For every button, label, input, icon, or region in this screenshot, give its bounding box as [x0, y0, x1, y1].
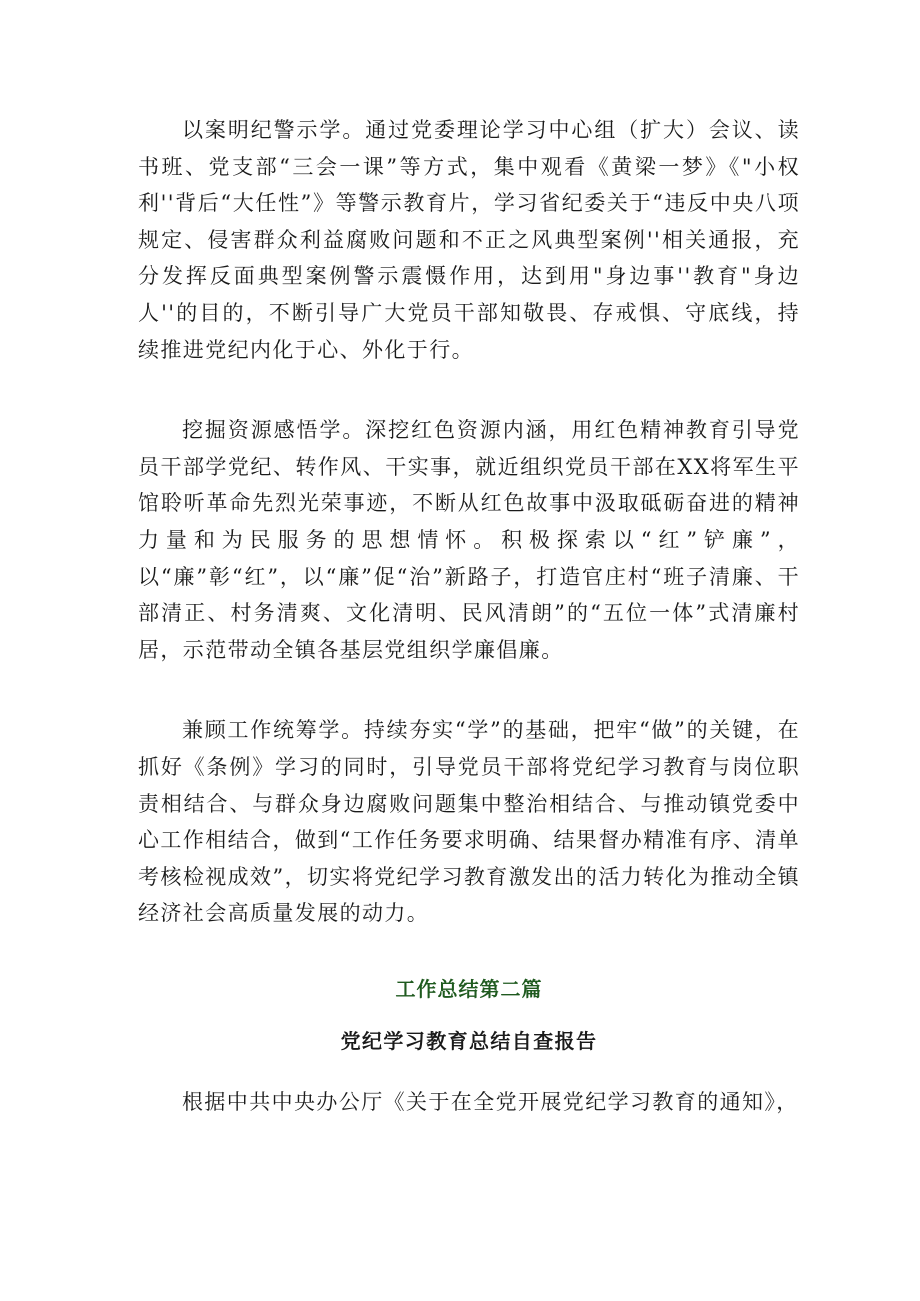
- document-page: [138, 112, 800, 1120]
- paragraph-intro: 根据中共中央办公厅《关于在全党开展党纪学习教育的通知》，: [182, 1089, 799, 1114]
- paragraph-work-coordination: 兼顾工作统筹学。持续夯实“学”的基础，把牢“做”的关键，在抓好《条例》学习的同时，引导党员干部将党纪学习教育与岗位职责相结合、与群众身边腐败问题集中整治相结合、与推动镇党委中心工作相结合，做到“工作任务要求明确、结果督办精准有序、清单考核检视成效”，切实将党纪学习教育激发出的活力转化为推动全镇经济社会高质量发展的动力。: [138, 718, 800, 926]
- paragraph-red-resources: 挖掘资源感悟学。深挖红色资源内涵，用红色精神教育引导党员干部学党纪、转作风、干实事，就近组织党员干部在XX将军生平馆聆听革命先烈光荣事迹，不断从红色故事中汲取砥砺奋进的精神力量和为民服务的思想情怀。积极探索以“红”铲廉”，以“廉”彰“红”，以“廉”促“治”新路子，打造官庄村“班子清廉、干部清正、村务清爽、文化清明、民风清朗”的“五位一体”式清廉村居，示范带动全镇各基层党组织学廉倡廉。: [138, 418, 800, 662]
- paragraph-warning-education: 以案明纪警示学。通过党委理论学习中心组（扩大）会议、读书班、党支部“三会一课”等方式，集中观看《黄梁一梦》《"小权利''背后“大任性”》等警示教育片，学习省纪委关于“违反中央八项规定、侵害群众利益腐败问题和不正之风典型案例''相关通报，充分发挥反面典型案例警示震慑作用，达到用"身边事''教育"身边人''的目的，不断引导广大党员干部知敬畏、存戒惧、守底线，持续推进党纪内化于心、外化于行。: [138, 118, 800, 362]
- section-heading: 工作总结第二篇: [395, 976, 543, 1001]
- document-title: 党纪学习教育总结自查报告: [340, 1028, 598, 1053]
